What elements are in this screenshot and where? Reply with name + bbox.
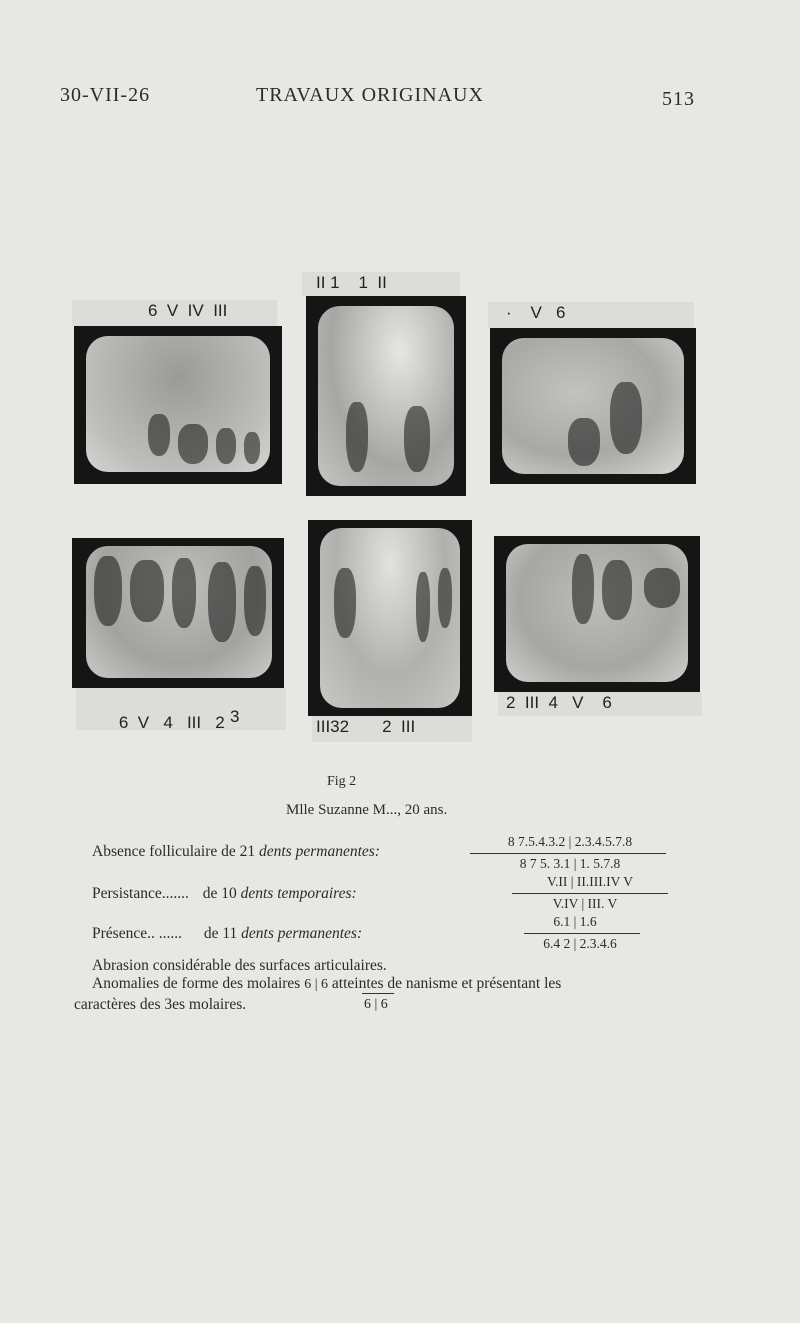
persistance-label-text: Persistance....... — [92, 885, 189, 902]
anomalies-text-1: Anomalies de forme des molaires — [92, 975, 301, 992]
radiograph-top-middle — [306, 296, 466, 496]
persistance-label-italic: dents temporaires: — [240, 885, 357, 902]
figure-subtitle: Mlle Suzanne M..., 20 ans. — [286, 802, 448, 818]
anomalies-line-2: caractères des 3es molaires. — [74, 996, 247, 1013]
presence-label-italic: dents permanentes: — [241, 925, 363, 942]
radiograph-top-right — [490, 328, 696, 484]
radiograph-label-top-middle: II 1 1 II — [302, 272, 460, 296]
running-date: 30-VII-26 — [60, 84, 151, 106]
anomalies-line-1 — [92, 975, 561, 993]
absence-fraction-bar — [470, 853, 666, 854]
radiograph-bottom-middle — [308, 520, 472, 716]
radiograph-label-bottom-left — [76, 688, 286, 730]
absence-label-italic: dents permanentes: — [259, 843, 380, 860]
radiograph-bottom-left — [72, 538, 284, 688]
abrasion-text: Abrasion considérable des surfaces articulaires. — [92, 957, 387, 974]
radiograph-bottom-right — [494, 536, 700, 692]
page-number: 513 — [662, 88, 695, 110]
radiograph-label-bottom-middle: III32 2 III — [312, 716, 472, 742]
anomalies-text-1b: atteintes de nanisme et présentant les — [331, 975, 562, 992]
presence-label — [92, 925, 362, 943]
persistance-formula-bottom: V.IV | III. V — [552, 896, 618, 911]
radiograph-top-left — [74, 326, 282, 484]
radiograph-label-bottom-left-text: 6 V 4 III 2 — [118, 713, 225, 732]
presence-label-text: Présence.. ...... — [92, 925, 182, 942]
persistance-label — [92, 885, 357, 903]
figure-caption: Fig 2 — [327, 774, 357, 789]
presence-formula-top: 6.1 | 1.6 — [553, 914, 597, 929]
anomalies-fraction-top: 6 | 6 — [304, 977, 329, 992]
absence-formula-top: 8 7.5.4.3.2 | 2.3.4.5.7.8 — [507, 834, 633, 849]
persistance-formula-top: V.II | II.III.IV V — [547, 874, 633, 889]
anomalies-fraction-bottom: 6 | 6 — [364, 997, 388, 1012]
presence-formula-bottom: 6.4 2 | 2.3.4.6 — [543, 936, 617, 951]
absence-label — [92, 843, 380, 861]
persistance-prefix: de 10 — [202, 885, 237, 902]
running-title: TRAVAUX ORIGINAUX — [256, 84, 484, 106]
radiograph-label-top-right: · V 6 — [488, 302, 694, 328]
absence-label-text: Absence folliculaire de 21 — [92, 843, 256, 860]
anomalies-fraction-bar — [362, 993, 394, 994]
radiograph-label-bottom-right: 2 III 4 V 6 — [498, 692, 702, 716]
persistance-fraction-bar — [512, 893, 668, 894]
presence-prefix: de 11 — [203, 925, 238, 942]
radiograph-label-bottom-left-subscript: 3 — [230, 707, 240, 726]
radiograph-label-top-left: 6 V IV III — [72, 300, 277, 326]
presence-fraction-bar — [524, 933, 640, 934]
absence-formula-bottom: 8 7 5. 3.1 | 1. 5.7.8 — [519, 856, 621, 871]
